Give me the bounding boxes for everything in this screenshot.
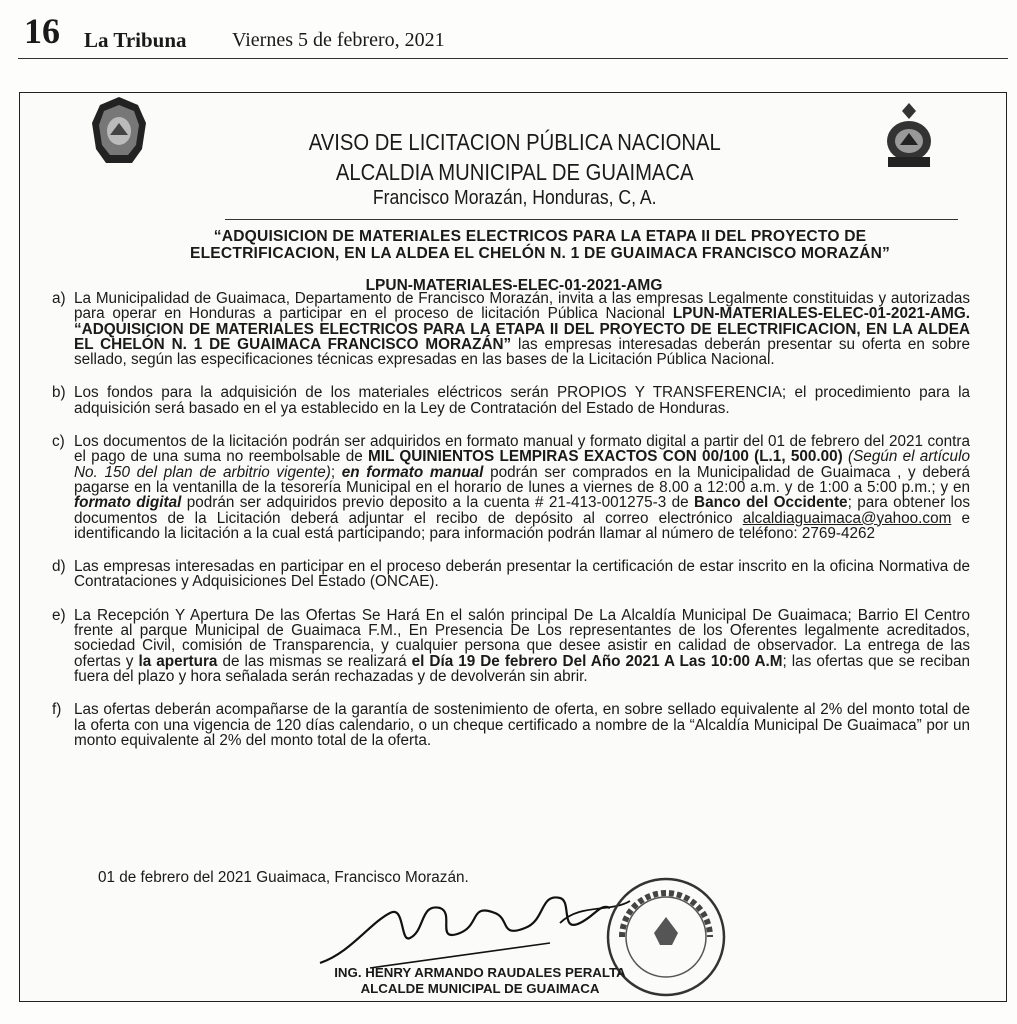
signer-name: ING. HENRY ARMANDO RAUDALES PERALTA <box>334 965 626 980</box>
clause-text: Los documentos de la licitación podrán ser adquiridos en formato manual y formato digital a partir del 01 de febrero del 2021 contra el pago de una suma no reembolsable de MIL QUINIENTOS LEMPIRAS EXACTOS CON 00/100 (L.1, 500.00) (Según el artículo No. 150 del plan de arbitrio vigente); en formato manual podrán ser comprados en la Municipalidad de Guaimaca , y deberá pagarse en la ventanilla de la tesorería Municipal en el horario de lunes a viernes de 8.00 a 12:00 a.m. y de 1:00 a 5:00 p.m.; y en formato digital podrán ser adquiridos previo deposito a la cuenta # 21-413-001275-3 de Banco del Occidente; para obtener los documentos de la Licitación deberá adjuntar el recibo de depósito al correo electrónico alcaldiaguaimaca@yahoo.com e identificando la licitación a la cual está participando; para información podrán llamar al número de teléfono: 2769-4262 <box>74 433 971 542</box>
notice-clauses <box>52 291 970 766</box>
clause-label: b) <box>52 384 66 402</box>
location-line: Francisco Morazán, Honduras, C, A. <box>372 187 657 209</box>
page-number: 16 <box>24 11 60 51</box>
clause-text: Las empresas interesadas en participar en el proceso deberán presentar la certificación de estar inscrito en la oficina Normativa de Contrataciones y Adquisiciones Del Estado (ONCAE). <box>74 558 970 591</box>
handwritten-signature-icon <box>310 883 650 978</box>
clause-label: c) <box>52 433 65 451</box>
newspaper-name: La Tribuna <box>84 28 187 52</box>
process-code: LPUN-MATERIALES-ELEC-01-2021-AMG <box>365 277 663 294</box>
clause-f <box>52 702 970 748</box>
newspaper-masthead <box>18 12 1008 59</box>
signer-block <box>300 965 660 997</box>
notice-title: AVISO DE LICITACION PÚBLICA NACIONAL <box>308 129 721 155</box>
clause-label: d) <box>52 558 66 576</box>
clause-label: e) <box>52 606 66 624</box>
clause-text: Los fondos para la adquisición de los materiales eléctricos serán PROPIOS Y TRANSFERENCIA; el procedimiento para la adquisición será basado en el ya establecido en la Ley de Contratación del Estado de Honduras. <box>74 384 970 417</box>
clause-b <box>52 385 970 416</box>
place-and-date: 01 de febrero del 2021 Guaimaca, Francisco Morazán. <box>98 869 469 886</box>
clause-text: La Recepción Y Apertura De las Ofertas Se Hará En el salón principal De La Alcaldía Municipal De Guaimaca; Barrio El Centro frente al parque Municipal de Guaimaca F.M., En Presencia De Los representantes de los Oferentes legalmente acreditados, sociedad Civil, comisión de Transparencia, y cualquier persona que desee asistir en calidad de observador. La entrega de las ofertas y la apertura de las mismas se realizará el Día 19 De febrero Del Año 2021 A Las 10:00 A.M; las ofertas que se reciban fuera del plazo y hora señalada serán rechazadas y de devolverán sin abrir. <box>74 606 971 685</box>
project-title: “ADQUISICION DE MATERIALES ELECTRICOS PARA LA ETAPA II DEL PROYECTO DE ELECTRIFICACION, EN LA ALDEA EL CHELÓN N. 1 DE GUAIMACA FRANCISCO MORAZÁN” <box>189 228 891 262</box>
clause-c <box>52 434 970 541</box>
clause-text: Las ofertas deberán acompañarse de la garantía de sostenimiento de oferta, en sobre sellado equivalente al 2% del monto total de la oferta con una vigencia de 120 días calendario, o un cheque certificado a nombre de la “Alcaldía Municipal De Guaimaca” por un monto equivalente al 2% del monto total de la oferta. <box>74 701 970 749</box>
clause-d <box>52 559 970 590</box>
clause-text: La Municipalidad de Guaimaca, Departamento de Francisco Morazán, invita a las empresas Legalmente constituidas y autorizadas para operar en Honduras a participar en el proceso de licitación Pública Nacional LPUN-MATERIALES-ELEC-01-2021-AMG. “ADQUISICION DE MATERIALES ELECTRICOS PARA LA ETAPA II DEL PROYECTO DE ELECTRIFICACION, EN LA ALDEA EL CHELÓN N. 1 DE GUAIMACA FRANCISCO MORAZÁN” las empresas interesadas deberán presentar su oferta en sobre sellado, según las especificaciones técnicas expresadas en las bases de la Licitación Pública Nacional. <box>74 290 970 369</box>
clause-e <box>52 608 970 684</box>
tender-notice <box>19 92 1007 1002</box>
signer-title: ALCALDE MUNICIPAL DE GUAIMACA <box>360 981 600 996</box>
contact-email-link[interactable]: alcaldiaguaimaca@yahoo.com <box>742 509 952 527</box>
municipality-name: ALCALDIA MUNICIPAL DE GUAIMACA <box>335 159 694 185</box>
issue-date: Viernes 5 de febrero, 2021 <box>232 29 445 51</box>
clause-a <box>52 291 970 367</box>
clause-label: f) <box>52 701 62 719</box>
clause-label: a) <box>52 290 66 307</box>
heading-divider <box>225 219 958 220</box>
